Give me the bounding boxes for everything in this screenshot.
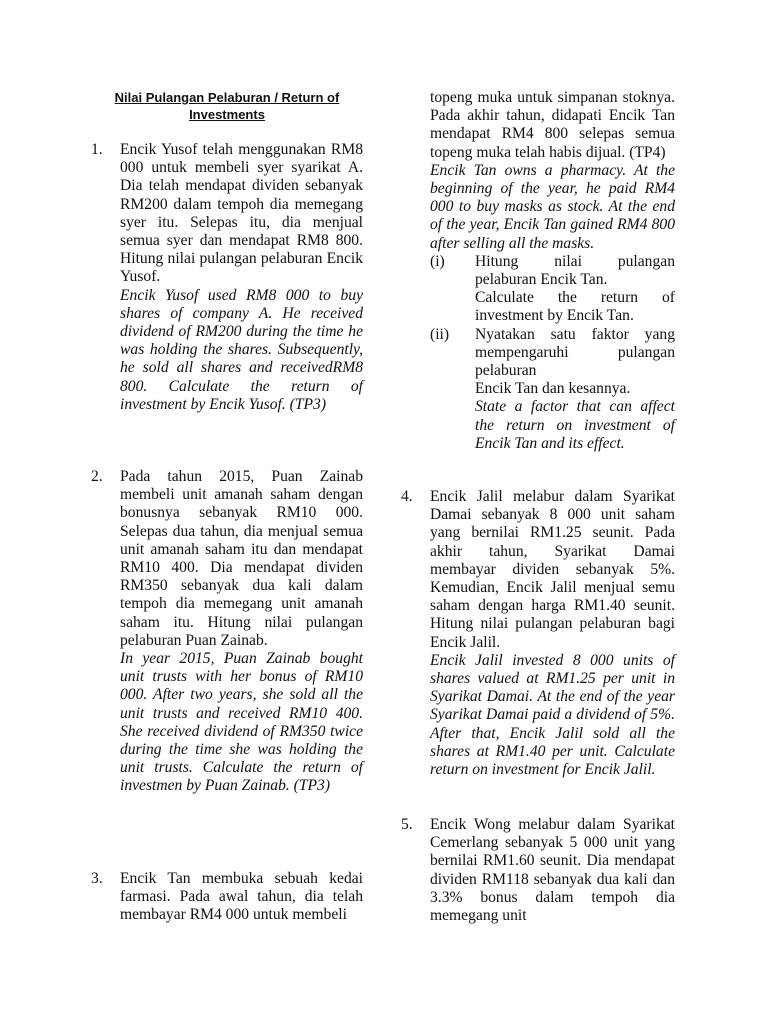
question-5-malay: Encik Wong melabur dalam Syarikat Cemerlang sebanyak 5 000 unit yang bernilai RM1.60 seunit. Dia mendapat dividen RM118 sebanyak dua kali dan 3.3% bonus dalam tempoh dia memegang unit — [430, 816, 675, 925]
question-4-malay: Encik Jalil melabur dalam Syarikat Damai sebanyak 8 000 unit saham yang bernilai RM1.25 seunit. Pada akhir tahun, Syarikat Damai membayar dividen sebanyak 5%. Kemudian, Encik Jalil menjual semu saham dengan harga RM1.40 seunit. Hitung nilai pulangan pelaburan bagi Encik Jalil. — [430, 488, 675, 651]
title-line-1: Nilai Pulangan Pelaburan / Return of — [114, 90, 340, 105]
question-4 — [401, 488, 675, 779]
question-5 — [401, 816, 675, 925]
page-title — [91, 89, 363, 123]
question-3 — [91, 870, 363, 925]
question-number: 5. — [401, 816, 413, 833]
question-1-malay: Encik Yusof telah menggunakan RM8 000 untuk membeli syer syarikat A. Dia telah mendapat dividen sebanyak RM200 dalam tempoh dia memegang syer itu. Selepas itu, dia menjual semua syer dan mendapat RM8 800. Hitung nilai pulangan pelaburan Encik Yusof. — [120, 141, 363, 286]
question-number: 4. — [401, 488, 413, 505]
subquestion-ii-malay: Nyatakan satu faktor yang mempengaruhi pulangan pelaburan — [475, 325, 675, 380]
question-3-malay-part-1: Encik Tan membuka sebuah kedai farmasi. Pada awal tahun, dia telah membayar RM4 000 untuk membeli — [120, 870, 363, 924]
question-number: 3. — [91, 870, 103, 887]
subquestion-number: (ii) — [430, 325, 450, 343]
question-2-malay: Pada tahun 2015, Puan Zainab membeli unit amanah saham dengan bonusnya sebanyak RM10 000. Selepas dua tahun, dia menjual semua unit amanah saham itu dan mendapat RM10 400. Dia mendapat dividen RM350 sebanyak dua kali dalam tempoh dia memegang unit amanah saham itu. Hitung nilai pulangan pelaburan Puan Zainab. — [120, 468, 363, 649]
subquestion-ii-english: State a factor that can affect the return on investment of Encik Tan and its effect. — [475, 398, 675, 452]
title-line-2: Investments — [189, 107, 265, 122]
subquestion-ii — [430, 326, 675, 453]
question-1-english: Encik Yusof used RM8 000 to buy shares of company A. He received dividend of RM200 during the time he was holding the shares. Subsequently, he sold all shares and receivedRM8 800. Calculate the return of investment by Encik Yusof. (TP3) — [120, 286, 363, 413]
question-4-english: Encik Jalil invested 8 000 units of shares valued at RM1.25 per unit in Syarikat Damai. At the end of the year Syarikat Damai paid a dividend of 5%. After that, Encik Jalil sold all the shares at RM1.40 per unit. Calculate return on investment for Encik Jalil. — [430, 651, 675, 779]
question-1 — [91, 141, 363, 414]
question-number: 1. — [91, 141, 103, 158]
subquestion-i — [430, 253, 675, 326]
question-3-continued — [430, 89, 675, 453]
question-3-english: Encik Tan owns a pharmacy. At the beginning of the year, he paid RM4 000 to buy masks as stock. At the end of the year, Encik Tan gained RM4 800 after selling all the masks. — [430, 161, 675, 252]
question-2 — [91, 468, 363, 796]
subquestion-number: (i) — [430, 252, 445, 270]
subquestion-ii-malay-cont: Encik Tan dan kesannya. — [475, 380, 631, 398]
question-3-malay-part-2: topeng muka untuk simpanan stoknya. Pada akhir tahun, didapati Encik Tan mendapat RM4 800 selepas semua topeng muka telah habis dijual. (TP4) — [430, 89, 675, 161]
subquestion-i-malay: Hitung nilai pulangan pelaburan Encik Tan. — [475, 252, 675, 289]
question-2-english: In year 2015, Puan Zainab bought unit trusts with her bonus of RM10 000. After two years, she sold all the unit trusts and received RM10 400. She received dividend of RM350 twice during the time she was holding the unit trusts. Calculate the return of investmen by Puan Zainab. (TP3) — [120, 650, 363, 795]
subquestion-i-english: Calculate the return of investment by Encik Tan. — [475, 289, 675, 325]
question-number: 2. — [91, 468, 103, 485]
